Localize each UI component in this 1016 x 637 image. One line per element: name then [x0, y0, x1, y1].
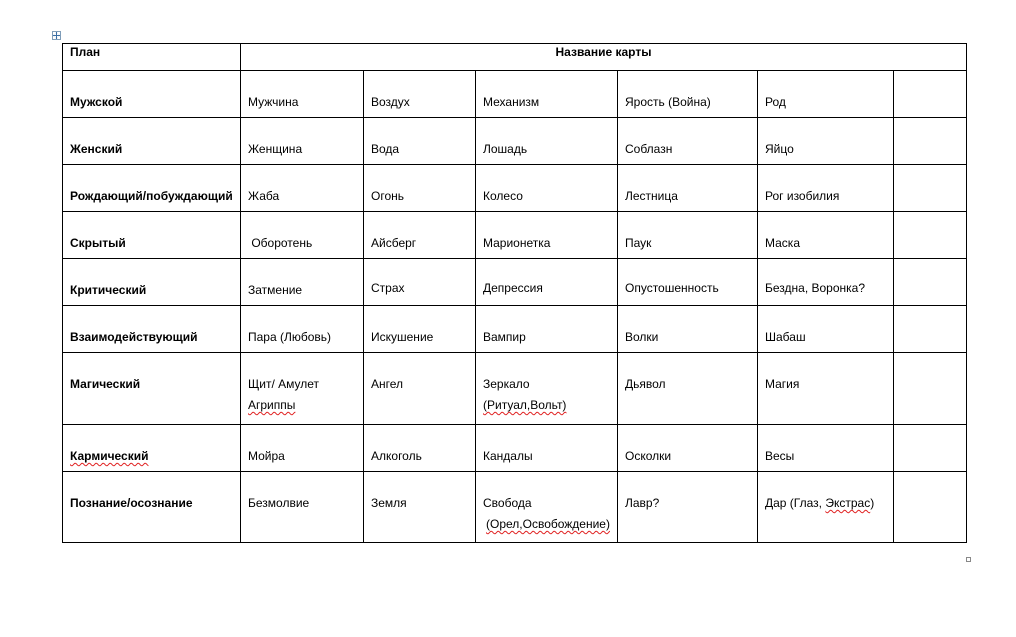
card-text: Дар (Глаз,	[765, 496, 826, 510]
plan-cell[interactable]: Скрытый	[63, 212, 241, 259]
card-cell[interactable]	[241, 212, 364, 259]
card-text: Свобода	[483, 496, 532, 510]
card-text-misspelled: Экстрас	[825, 496, 871, 510]
empty-cell[interactable]	[894, 425, 967, 472]
card-cell[interactable]	[241, 353, 364, 425]
empty-cell[interactable]	[894, 472, 967, 543]
card-cell[interactable]: Воздух	[364, 71, 476, 118]
card-cell[interactable]: Страх	[364, 259, 476, 306]
card-cell[interactable]	[618, 71, 758, 118]
card-text-end: )	[870, 496, 875, 510]
card-cell[interactable]: Марионетка	[476, 212, 618, 259]
move-arrows-icon	[53, 32, 60, 39]
card-cell[interactable]: Безмолвие	[241, 472, 364, 543]
empty-cell[interactable]	[894, 165, 967, 212]
plan-cell[interactable]: Познание/осознание	[63, 472, 241, 543]
card-text: Щит/ Амулет	[248, 377, 320, 391]
empty-cell[interactable]	[894, 71, 967, 118]
card-text-line2: (Орел,Освобождение)	[486, 517, 610, 531]
card-cell[interactable]: Род	[758, 71, 894, 118]
plan-cell[interactable]: Магический	[63, 353, 241, 425]
plan-cell[interactable]: Критический	[63, 259, 241, 306]
table-row	[63, 353, 967, 425]
header-plan[interactable]: План	[63, 44, 241, 71]
card-cell[interactable]: Механизм	[476, 71, 618, 118]
card-cell[interactable]: Маска	[758, 212, 894, 259]
table-row	[63, 306, 967, 353]
card-cell[interactable]: Айсберг	[364, 212, 476, 259]
card-text: Зеркало	[483, 377, 530, 391]
empty-cell[interactable]	[894, 306, 967, 353]
card-cell[interactable]: Опустошенность	[618, 259, 758, 306]
plan-cell[interactable]: Мужской	[63, 71, 241, 118]
card-cell[interactable]: Мужчина	[241, 71, 364, 118]
card-cell[interactable]: Земля	[364, 472, 476, 543]
card-cell[interactable]: Пара (Любовь)	[241, 306, 364, 353]
card-cell[interactable]	[758, 472, 894, 543]
table-row	[63, 212, 967, 259]
card-cell[interactable]: Магия	[758, 353, 894, 425]
card-text: Ярость (Война)	[625, 95, 711, 109]
empty-cell[interactable]	[894, 353, 967, 425]
card-cell[interactable]: Алкоголь	[364, 425, 476, 472]
card-cell[interactable]: Волки	[618, 306, 758, 353]
card-cell[interactable]: Огонь	[364, 165, 476, 212]
cards-table[interactable]	[62, 43, 967, 543]
table-row	[63, 259, 967, 306]
card-text-line2: (Ритуал,Вольт)	[483, 398, 567, 412]
card-cell[interactable]: Дьявол	[618, 353, 758, 425]
card-cell[interactable]: Рог изобилия	[758, 165, 894, 212]
card-cell[interactable]: Жаба	[241, 165, 364, 212]
card-cell[interactable]: Лавр?	[618, 472, 758, 543]
card-cell[interactable]: Искушение	[364, 306, 476, 353]
plan-text: Кармический	[70, 449, 149, 463]
empty-cell[interactable]	[894, 118, 967, 165]
card-cell[interactable]: Бездна, Воронка?	[758, 259, 894, 306]
card-cell[interactable]: Яйцо	[758, 118, 894, 165]
card-cell[interactable]: Вампир	[476, 306, 618, 353]
header-row	[63, 44, 967, 71]
table-row	[63, 425, 967, 472]
card-cell[interactable]: Женщина	[241, 118, 364, 165]
card-cell[interactable]: Лестница	[618, 165, 758, 212]
card-cell[interactable]: Затмение	[241, 259, 364, 306]
plan-cell[interactable]: Взаимодействующий	[63, 306, 241, 353]
card-text-line2: Агриппы	[248, 398, 296, 412]
card-cell[interactable]: Депрессия	[476, 259, 618, 306]
card-cell[interactable]: Весы	[758, 425, 894, 472]
plan-cell[interactable]	[63, 425, 241, 472]
table-row	[63, 165, 967, 212]
card-cell[interactable]	[476, 472, 618, 543]
card-cell[interactable]: Мойра	[241, 425, 364, 472]
table-row	[63, 71, 967, 118]
card-cell[interactable]: Соблазн	[618, 118, 758, 165]
empty-cell[interactable]	[894, 212, 967, 259]
table-resize-handle[interactable]	[966, 557, 971, 562]
table-row	[63, 118, 967, 165]
table-row	[63, 472, 967, 543]
card-cell[interactable]: Паук	[618, 212, 758, 259]
card-cell[interactable]: Кандалы	[476, 425, 618, 472]
plan-cell[interactable]: Женский	[63, 118, 241, 165]
table-move-handle[interactable]	[52, 31, 61, 40]
card-cell[interactable]: Осколки	[618, 425, 758, 472]
card-text: Оборотень	[251, 236, 313, 250]
header-card-name[interactable]: Название карты	[241, 44, 967, 71]
card-cell[interactable]: Ангел	[364, 353, 476, 425]
card-cell[interactable]: Шабаш	[758, 306, 894, 353]
empty-cell[interactable]	[894, 259, 967, 306]
card-cell[interactable]: Лошадь	[476, 118, 618, 165]
card-cell[interactable]: Колесо	[476, 165, 618, 212]
plan-cell[interactable]: Рождающий/побуждающий	[63, 165, 241, 212]
card-cell[interactable]	[476, 353, 618, 425]
card-cell[interactable]: Вода	[364, 118, 476, 165]
